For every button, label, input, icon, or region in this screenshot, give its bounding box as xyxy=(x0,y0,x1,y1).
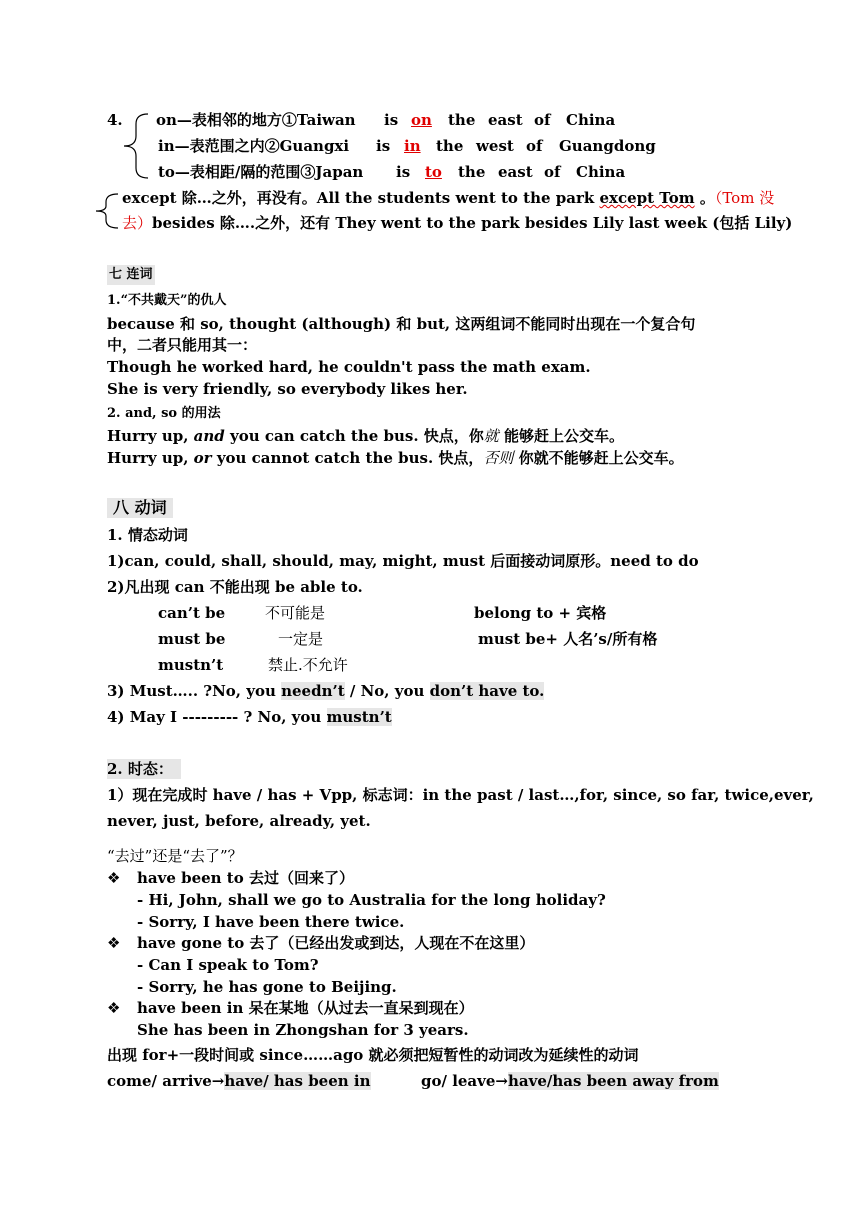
except-line: except 除…之外，再没有。All the students went to the park except Tom 。（Tom 没 xyxy=(122,189,775,207)
section-title-verbs: 八 动词 xyxy=(107,498,173,518)
verb-heading-modal: 1. 情态动词 xyxy=(107,526,188,544)
prep-number: 4. xyxy=(107,111,123,129)
tense-question: “去过”还是“去了”？ xyxy=(107,847,243,865)
conj-heading-1: 1.“不共戴天”的仇人 xyxy=(107,293,227,308)
conj-line-6: Hurry up, or you cannot catch the bus. 快点，否则 你就不能够赶上公交车。 xyxy=(107,449,684,467)
verb-line-3: 3) Must….. ?No, you needn’t / No, you don’t have to. xyxy=(107,682,545,700)
example-line: - Sorry, he has gone to Beijing. xyxy=(137,978,397,996)
example-line: - Sorry, I have been there twice. xyxy=(137,913,405,931)
tense-line-2: never, just, before, already, yet. xyxy=(107,812,371,830)
diamond-bullet-icon: ❖ xyxy=(107,999,121,1017)
bullet-been-in: ❖ have been in 呆在某地（从过去一直呆到现在） xyxy=(107,999,474,1017)
conj-line-4: She is very friendly, so everybody likes her. xyxy=(107,380,468,398)
brace-icon xyxy=(114,110,154,182)
tense-line-1: 1）现在完成时 have / has + Vpp, 标志词：in the past / last…,for, since, so far, twice,ever, xyxy=(107,786,814,804)
bullet-been-to: ❖ have been to 去过（回来了） xyxy=(107,869,354,887)
besides-line: 去）besides 除….之外，还有 They went to the park besides Lily last week (包括 Lily) xyxy=(122,214,793,232)
diamond-bullet-icon: ❖ xyxy=(107,869,121,887)
tense-line-4: come/ arrive→have/ has been in xyxy=(107,1072,371,1090)
conj-line-5: Hurry up, and you can catch the bus. 快点，你就 能够赶上公交车。 xyxy=(107,427,625,445)
tense-line-4b: go/ leave→have/has been away from xyxy=(421,1072,719,1090)
conj-heading-2: 2. and, so 的用法 xyxy=(107,406,221,421)
verb-line-1: 1)can, could, shall, should, may, might, must 后面接动词原形。need to do xyxy=(107,552,699,570)
brace-icon xyxy=(88,190,122,232)
section-title-conjunctions: 七 连词 xyxy=(107,265,155,285)
example-line: - Can I speak to Tom? xyxy=(137,956,319,974)
diamond-bullet-icon: ❖ xyxy=(107,934,121,952)
verb-line-2: 2)凡出现 can 不能出现 be able to. xyxy=(107,578,363,596)
example-line: She has been in Zhongshan for 3 years. xyxy=(137,1021,469,1039)
example-line: - Hi, John, shall we go to Australia for the long holiday? xyxy=(137,891,606,909)
conj-line-3: Though he worked hard, he couldn't pass the math exam. xyxy=(107,358,591,376)
tense-line-3: 出现 for+一段时间或 since……ago 就必须把短暂性的动词改为延续性的动词 xyxy=(107,1046,639,1064)
conj-line-2: 中，二者只能用其一： xyxy=(107,336,258,354)
bullet-gone-to: ❖ have gone to 去了（已经出发或到达，人现在不在这里） xyxy=(107,934,535,952)
conj-line-1: because 和 so, thought (although) 和 but, 这两组词不能同时出现在一个复合句 xyxy=(107,315,696,333)
section-title-tense: 2. 时态： xyxy=(107,759,181,779)
verb-line-4: 4) May I --------- ? No, you mustn’t xyxy=(107,708,392,726)
